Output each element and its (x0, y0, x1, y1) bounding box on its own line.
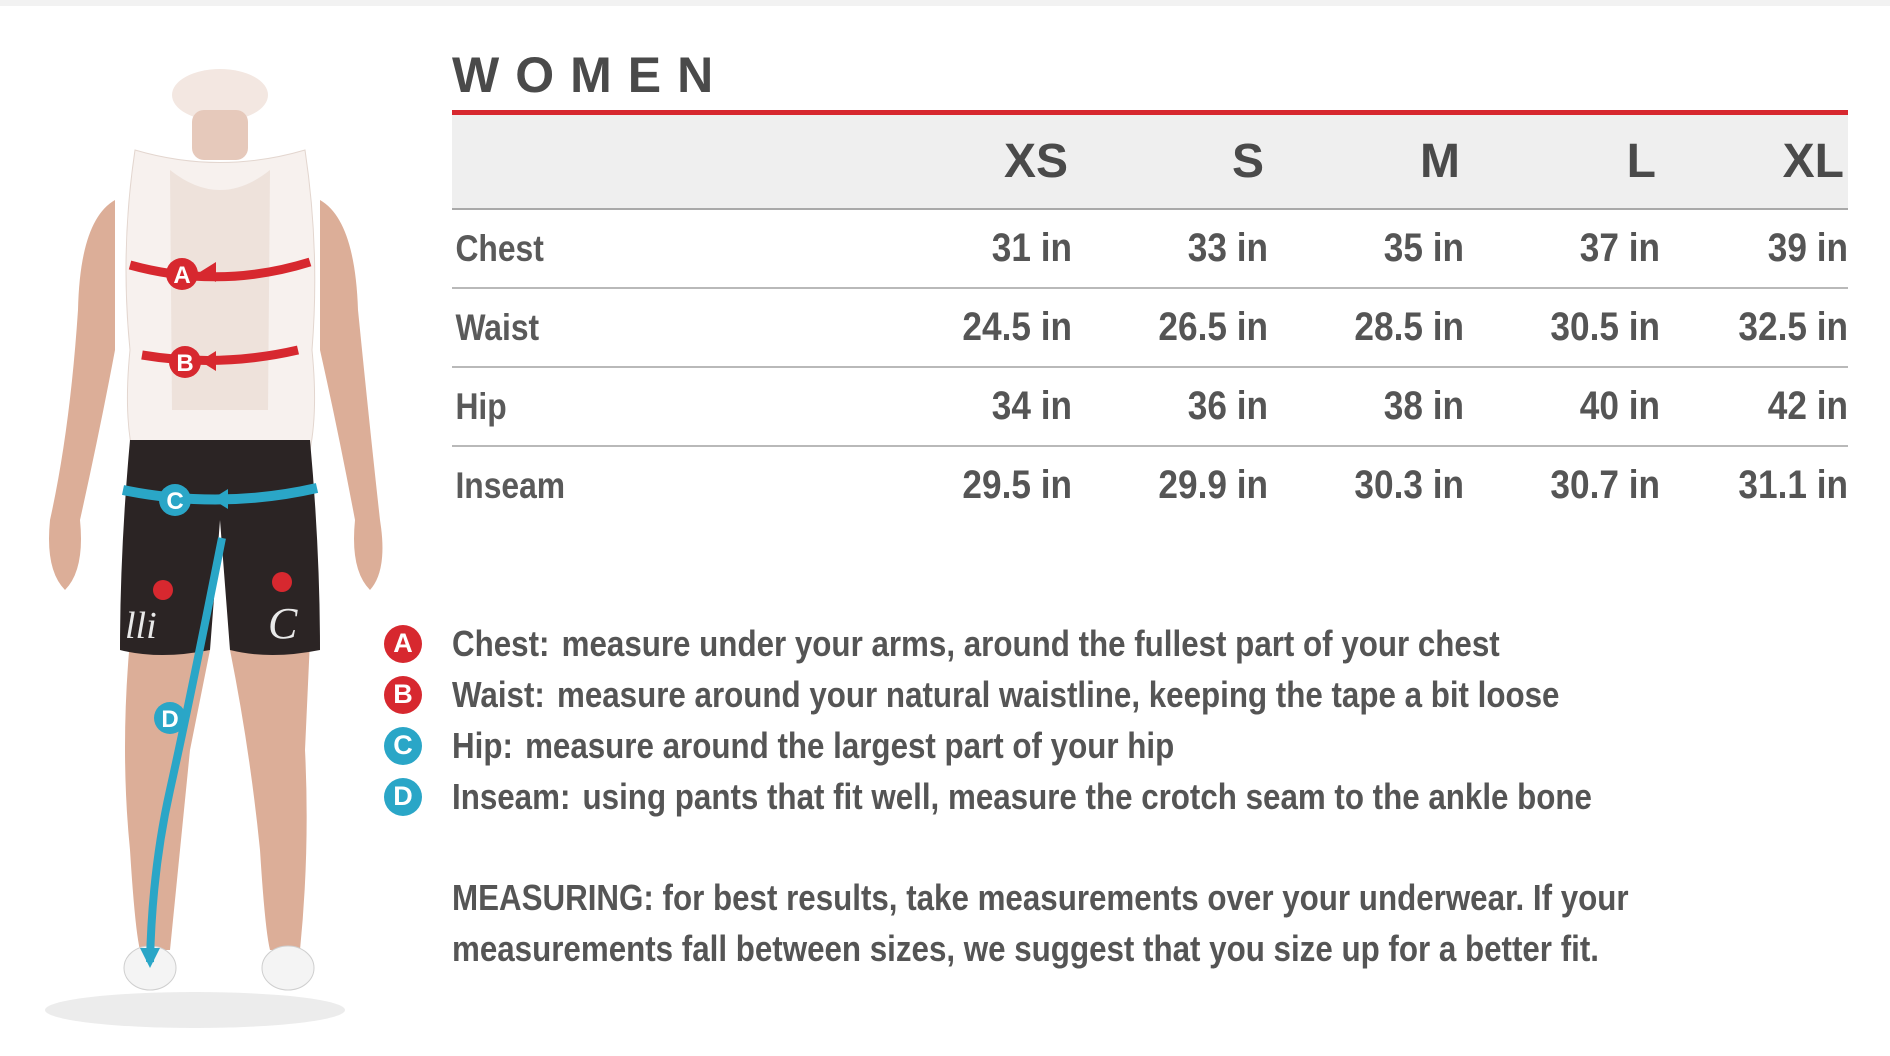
note-text-chest: measure under your arms, around the fullest part of your chest (561, 622, 1500, 664)
note-waist (384, 669, 1844, 720)
column-header-m: M (1420, 135, 1460, 188)
column-header-l: L (1626, 135, 1656, 188)
row-label-inseam: Inseam (455, 464, 566, 506)
badge-b: B (384, 676, 422, 714)
note-text-waist: measure around your natural waistline, keeping the tape a bit loose (556, 673, 1560, 715)
note-term-chest: Chest: (452, 622, 550, 664)
note-hip (384, 720, 1844, 771)
marker-c: C (166, 488, 184, 515)
column-header-xs: XS (1003, 135, 1068, 188)
row-label-chest: Chest (455, 227, 544, 269)
top-band (0, 0, 1890, 6)
inseam-s: 29.9 in (1158, 463, 1268, 507)
shorts-lettering-left: lli (125, 605, 157, 647)
inseam-l: 30.7 in (1550, 463, 1660, 507)
hip-m: 38 in (1383, 384, 1464, 428)
note-term-inseam: Inseam: (452, 775, 571, 817)
waist-l: 30.5 in (1550, 305, 1660, 349)
hip-s: 36 in (1187, 384, 1268, 428)
column-header-s: S (1231, 135, 1264, 188)
chest-xl: 39 in (1767, 226, 1848, 270)
waist-s: 26.5 in (1158, 305, 1268, 349)
inseam-xl: 31.1 in (1738, 463, 1848, 507)
shorts-lettering-right: C (268, 599, 298, 648)
size-chart-table (452, 110, 1848, 524)
row-label-hip: Hip (455, 385, 507, 427)
model-illustration (20, 50, 410, 1040)
marker-a: A (173, 262, 191, 289)
row-label-waist: Waist (455, 306, 540, 348)
table-row-hip (452, 368, 1848, 447)
table-row-chest (452, 210, 1848, 289)
inseam-m: 30.3 in (1354, 463, 1464, 507)
note-text-hip: measure around the largest part of your hip (525, 724, 1175, 766)
chest-s: 33 in (1187, 226, 1268, 270)
note-text-inseam: using pants that fit well, measure the crotch seam to the ankle bone (582, 775, 1592, 817)
hip-xl: 42 in (1767, 384, 1848, 428)
measuring-advice (452, 872, 1872, 974)
table-header-row (452, 115, 1848, 210)
column-header-xl: XL (1782, 135, 1844, 188)
measurement-notes (384, 618, 1844, 822)
chest-l: 37 in (1579, 226, 1660, 270)
marker-b: B (176, 350, 194, 377)
badge-d: D (384, 778, 422, 816)
badge-a: A (384, 625, 422, 663)
page-title: WOMEN (452, 47, 730, 103)
hip-xs: 34 in (991, 384, 1072, 428)
note-inseam (384, 771, 1844, 822)
model-figure (20, 50, 410, 1040)
inseam-xs: 29.5 in (962, 463, 1072, 507)
waist-xl: 32.5 in (1738, 305, 1848, 349)
measuring-line-1: MEASURING: for best results, take measurements over your underwear. If your (452, 877, 1629, 918)
note-term-hip: Hip: (452, 724, 513, 766)
waist-m: 28.5 in (1354, 305, 1464, 349)
chest-xs: 31 in (991, 226, 1072, 270)
table-row-waist (452, 289, 1848, 368)
chest-m: 35 in (1383, 226, 1464, 270)
measuring-line-2: measurements fall between sizes, we suggest that you size up for a better fit. (452, 928, 1599, 969)
table-row-inseam (452, 447, 1848, 524)
note-chest (384, 618, 1844, 669)
note-term-waist: Waist: (452, 673, 545, 715)
marker-d: D (161, 706, 179, 733)
hip-l: 40 in (1579, 384, 1660, 428)
waist-xs: 24.5 in (962, 305, 1072, 349)
badge-c: C (384, 727, 422, 765)
